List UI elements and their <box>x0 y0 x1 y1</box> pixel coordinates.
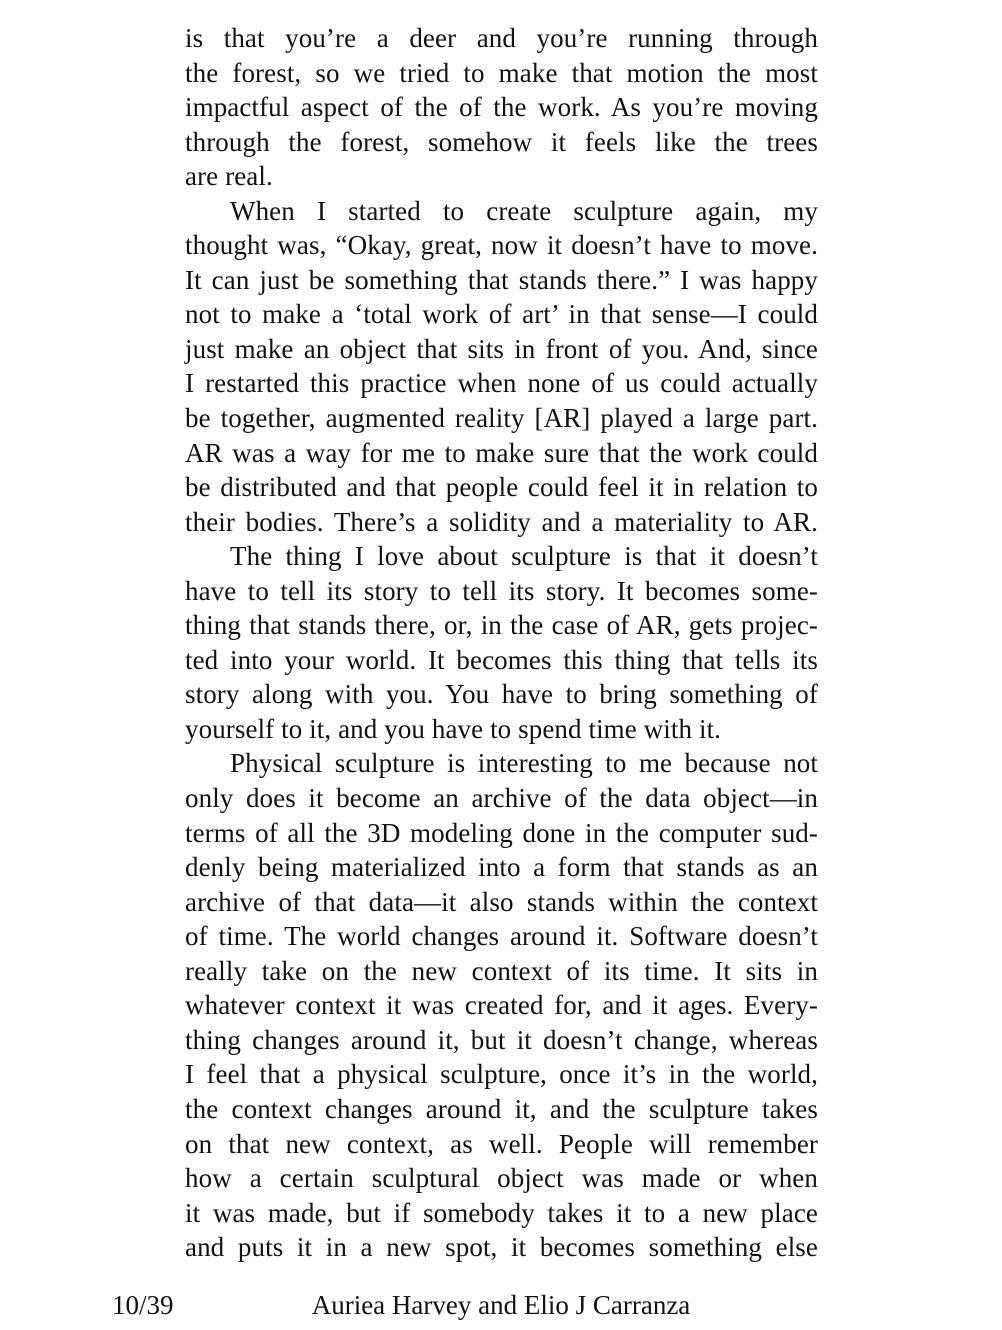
footer-authors: Auriea Harvey and Elio J Carranza <box>311 1290 691 1320</box>
text-line: impactful aspect of the of the work. As you’re moving <box>185 92 818 123</box>
text-line: archive of that data—it also stands within the context <box>185 886 818 917</box>
text-line: ted into your world. It becomes this thing that tells its <box>185 644 818 675</box>
text-line: be together, augmented reality [AR] played a large part. <box>185 403 818 434</box>
text-line: the forest, so we tried to make that motion the most <box>185 57 818 88</box>
text-line: only does it become an archive of the data object—in <box>185 783 818 814</box>
text-line: terms of all the 3D modeling done in the computer sud- <box>185 817 818 848</box>
text-line: story along with you. You have to bring something of <box>185 679 818 710</box>
text-line: yourself to it, and you have to spend time with it. <box>185 713 722 744</box>
text-line: When I started to create sculpture again, my <box>230 195 818 226</box>
text-line: The thing I love about sculpture is that it doesn’t <box>230 541 818 572</box>
text-line: just make an object that sits in front of you. And, since <box>185 333 818 364</box>
page-footer <box>0 1288 1002 1324</box>
text-line: their bodies. There’s a solidity and a materiality to AR. <box>185 506 818 537</box>
text-line: are real. <box>185 161 273 192</box>
text-line: of time. The world changes around it. Software doesn’t <box>185 921 818 952</box>
text-line: whatever context it was created for, and it ages. Every- <box>185 990 818 1021</box>
text-line: really take on the new context of its time. It sits in <box>185 955 818 986</box>
text-line: how a certain sculptural object was made or when <box>185 1163 818 1194</box>
text-line: Physical sculpture is interesting to me because not <box>230 748 818 779</box>
text-line: the context changes around it, and the sculpture takes <box>185 1093 818 1124</box>
text-line: is that you’re a deer and you’re running through <box>185 23 818 53</box>
text-line: AR was a way for me to make sure that the work could <box>185 437 818 468</box>
text-line: be distributed and that people could feel it in relation to <box>185 472 818 503</box>
text-line: through the forest, somehow it feels like the trees <box>185 126 818 157</box>
text-line: thing changes around it, but it doesn’t change, whereas <box>185 1024 818 1055</box>
text-line: It can just be something that stands there.” I was happy <box>185 264 818 295</box>
text-line: I feel that a physical sculpture, once it’s in the world, <box>185 1059 818 1090</box>
text-line: thing that stands there, or, in the case of AR, gets projec- <box>185 610 818 641</box>
text-line: on that new context, as well. People will remember <box>185 1128 818 1159</box>
text-line: thought was, “Okay, great, now it doesn’t have to move. <box>185 230 818 261</box>
body-text <box>185 21 818 1265</box>
text-line: denly being materialized into a form that stands as an <box>185 852 818 883</box>
text-line: it was made, but if somebody takes it to a new place <box>185 1197 818 1228</box>
text-line: have to tell its story to tell its story. It becomes some- <box>185 575 818 606</box>
text-line: I restarted this practice when none of us could actually <box>185 368 818 399</box>
page-number: 10/39 <box>112 1290 174 1320</box>
text-line: and puts it in a new spot, it becomes something else <box>185 1232 818 1263</box>
text-line: not to make a ‘total work of art’ in that sense—I could <box>185 299 818 330</box>
